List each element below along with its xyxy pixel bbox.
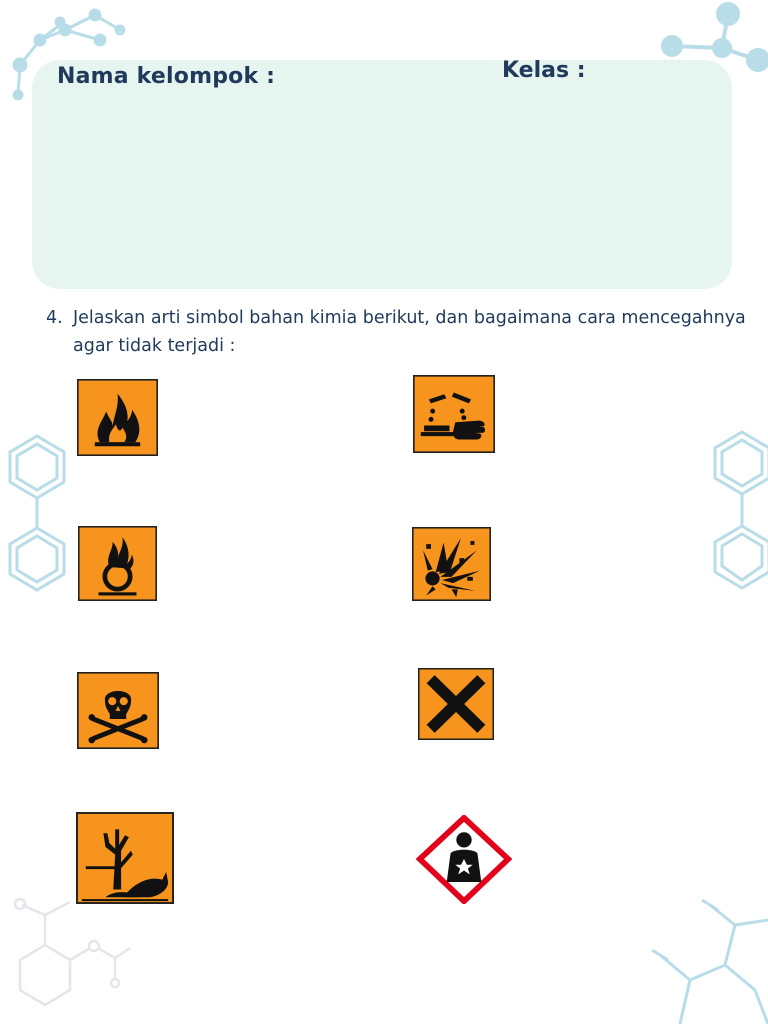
corrosive-symbol [413, 375, 495, 453]
toxic-icon [77, 672, 159, 749]
question-number: 4. [46, 308, 63, 328]
flammable-icon [77, 379, 158, 456]
explosive-symbol [412, 527, 491, 601]
flammable-symbol [77, 379, 158, 456]
toxic-symbol [77, 672, 159, 749]
environmental-hazard-icon [76, 812, 174, 904]
health-hazard-symbol [416, 815, 512, 904]
aspirin-structure-decoration-icon [0, 890, 170, 1024]
molecule-decoration-bottom-right-icon [640, 890, 768, 1024]
group-info-box [32, 60, 732, 289]
class-label: Kelas : [502, 58, 586, 83]
oxidizing-symbol [78, 526, 157, 601]
question-text: Jelaskan arti simbol bahan kimia berikut, dan bagaimana cara mencegahnya agar tidak terjadi : [73, 308, 746, 356]
health-hazard-icon [416, 815, 512, 904]
benzene-rings-decoration-right-icon [706, 426, 768, 596]
benzene-rings-decoration-left-icon [0, 430, 75, 595]
oxidizing-icon [78, 526, 157, 601]
corrosive-icon [413, 375, 495, 453]
question-4 [46, 304, 746, 360]
environmental-hazard-symbol [76, 812, 174, 904]
group-name-label: Nama kelompok : [57, 64, 276, 89]
harmful-irritant-symbol [418, 668, 494, 740]
harmful-irritant-icon [418, 668, 494, 740]
explosive-icon [412, 527, 491, 601]
